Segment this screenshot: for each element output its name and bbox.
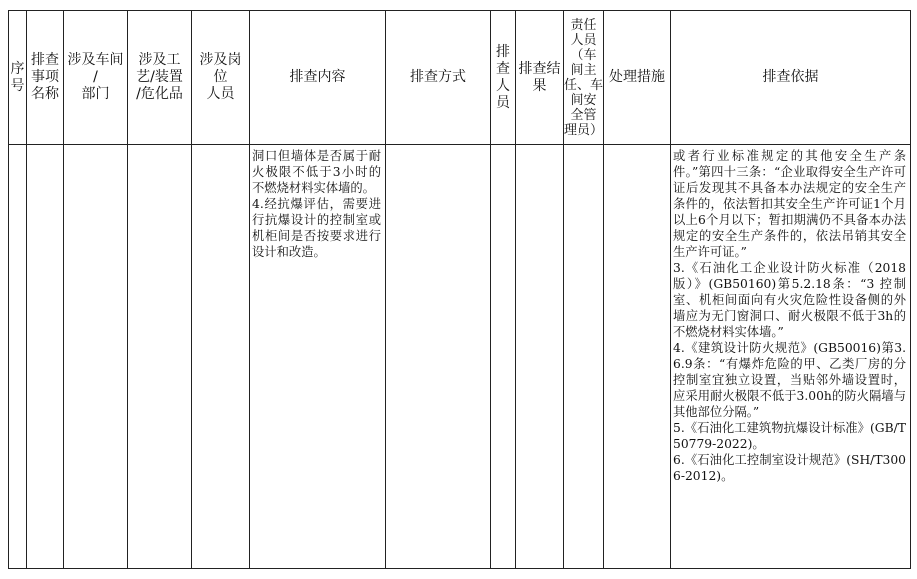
header-basis: 排查依据 [671,11,911,145]
header-responsible-person: 责任 人员 （车 间主 任、车 间安 全管 理员） [564,11,604,145]
cell-post-personnel [192,145,250,569]
cell-serial-number [9,145,27,569]
cell-item-name [27,145,64,569]
cell-measures [604,145,671,569]
cell-inspector [491,145,516,569]
table-row [9,145,911,569]
cell-responsible-person [564,145,604,569]
cell-inspection-content: 洞口但墙体是否属于耐火极限不低于3小时的不燃烧材料实体墙的。 4.经抗爆评估，需要进行抗爆设计的控制室或机柜间是否按要求进行设计和改造。 [250,145,386,569]
header-serial-number: 序 号 [9,11,27,145]
cell-inspection-method [386,145,491,569]
cell-workshop-department [64,145,128,569]
header-post-personnel: 涉及岗 位 人员 [192,11,250,145]
header-measures: 处理措施 [604,11,671,145]
header-inspection-content: 排查内容 [250,11,386,145]
cell-inspection-result [516,145,564,569]
header-inspection-result: 排查结 果 [516,11,564,145]
cell-basis: 或者行业标准规定的其他安全生产条件。”第四十三条：“企业取得安全生产许可证后发现其不具备本办法规定的安全生产条件的，依法暂扣其安全生产许可证1个月以上6个月以下；暂扣期满仍不具备本办法规定的安全生产条件的，依法吊销其安全生产许可证。” 3.《石油化工企业设计防火标准（2018版）》(GB50160)第5.2.18条：“3 控制室、机柜间面向有火灾危险性设备侧的外墙应为无门窗洞口、耐火极限不低于3h的不燃烧材料实体墙。” 4.《建筑设计防火规范》(GB50016)第3.6.9条：“有爆炸危险的甲、乙类厂房的分控制室宜独立设置，当贴邻外墙设置时，应采用耐火极限不低于3.00h的防火隔墙与其他部位分隔。” 5.《石油化工建筑物抗爆设计标准》(GB/T50779-2022)。 6.《石油化工控制室设计规范》(SH/T3006-2012)。 [671,145,911,569]
header-row [9,11,911,145]
header-inspector: 排 查 人 员 [491,11,516,145]
header-item-name: 排查 事项 名称 [27,11,64,145]
header-process-device-chemical: 涉及工 艺/装置 /危化品 [128,11,192,145]
header-inspection-method: 排查方式 [386,11,491,145]
header-workshop-department: 涉及车间 / 部门 [64,11,128,145]
inspection-table [8,10,911,569]
cell-process-device-chemical [128,145,192,569]
